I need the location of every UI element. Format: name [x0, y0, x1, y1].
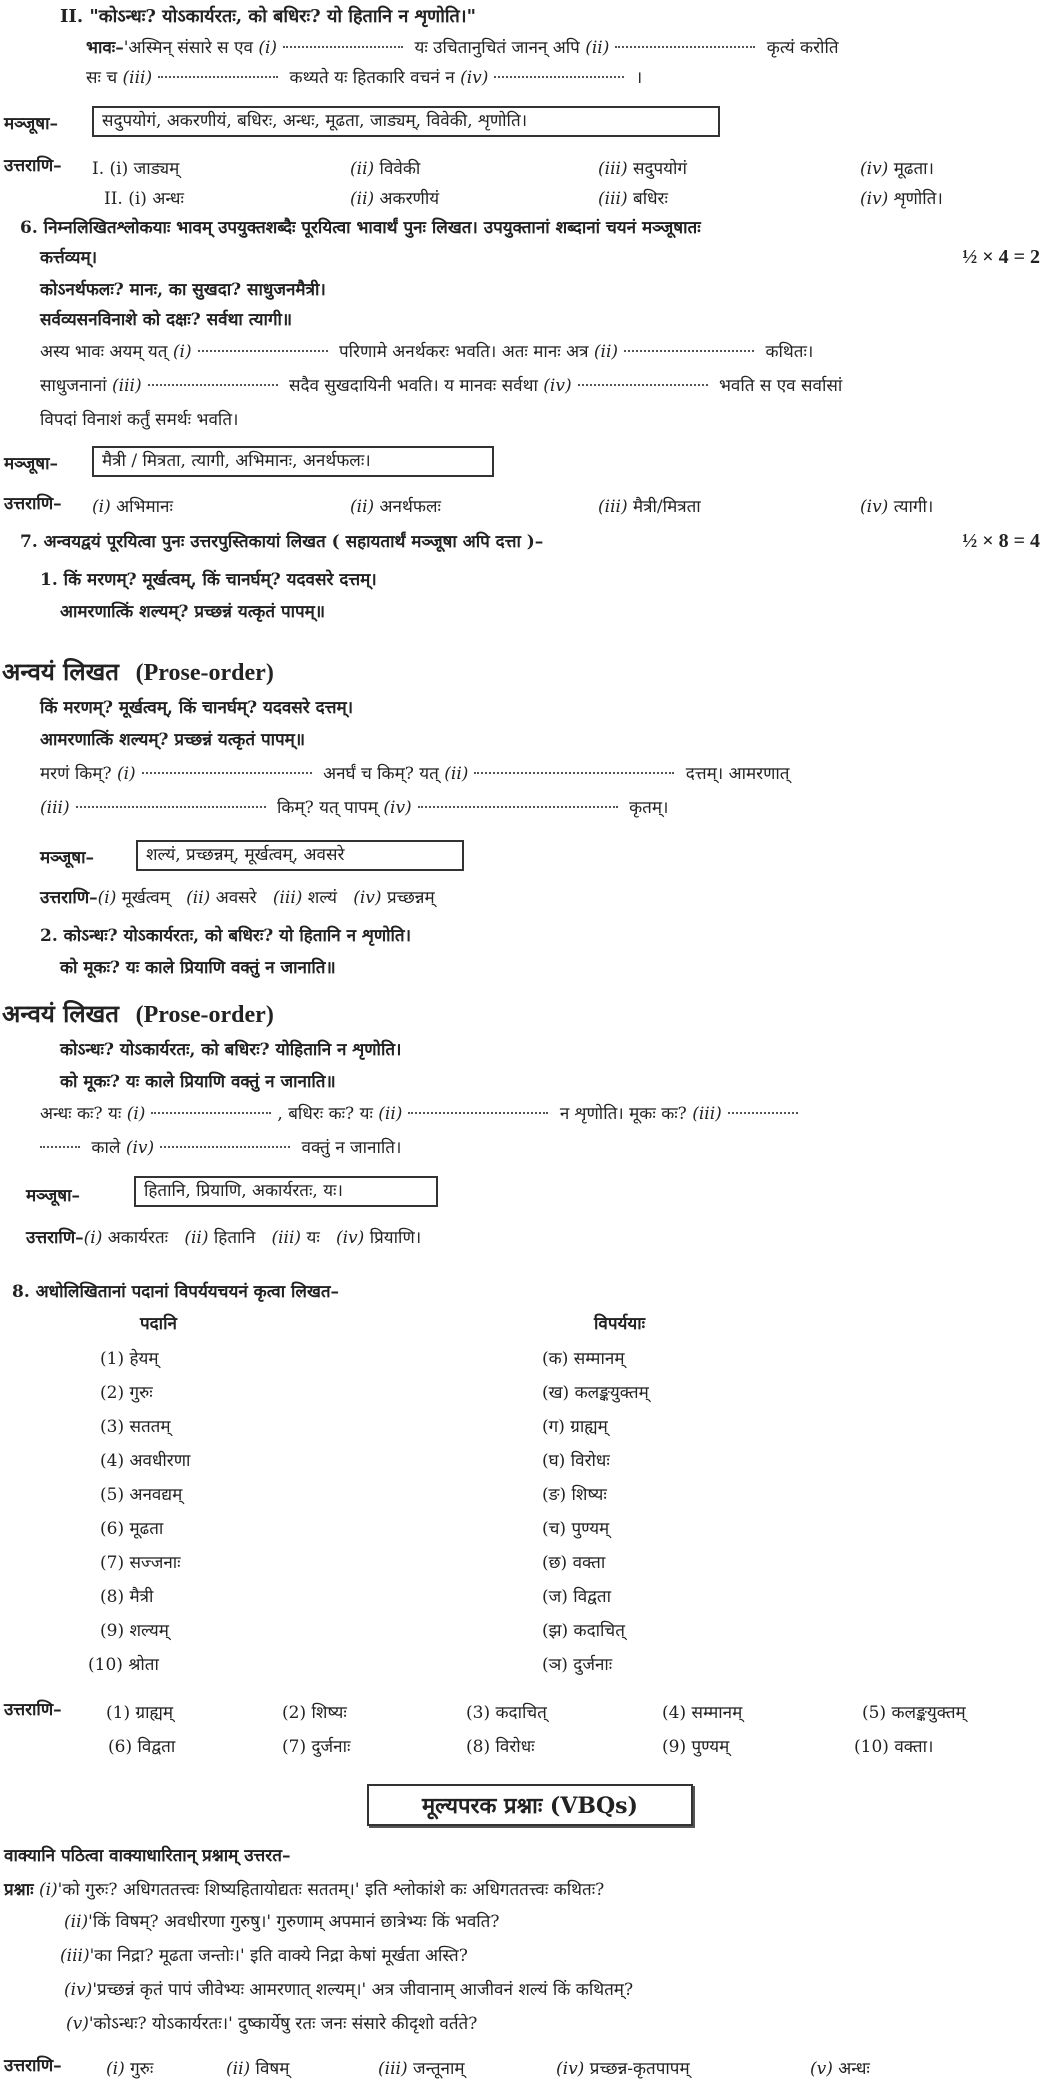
- q7-marks: ½ × 8 = 4: [962, 530, 1040, 552]
- answer-text: विरोधः: [495, 1737, 535, 1757]
- answer-item: [598, 494, 701, 517]
- manjusha-box: शल्यं, प्रच्छन्नम्, मूर्खत्वम्, अवसरे: [136, 840, 464, 871]
- item-num: (क): [542, 1349, 569, 1369]
- text: सः च: [86, 68, 118, 88]
- word-item: [100, 1618, 169, 1641]
- answer-num: (7): [282, 1737, 307, 1757]
- answer-text: प्रियाणि।: [369, 1228, 422, 1248]
- word-item: [100, 1516, 163, 1539]
- item-text: विरोधः: [570, 1451, 610, 1471]
- item-num: (ञ): [542, 1655, 568, 1675]
- answer-num: (iii): [598, 497, 628, 517]
- anvaya1-line2: [40, 798, 668, 818]
- answer-item: [598, 186, 668, 209]
- word-item: [100, 1346, 159, 1369]
- answer-text: कदाचित्: [495, 1703, 547, 1723]
- blank-number: (ii): [585, 38, 610, 58]
- q5-bhava-line2: [86, 68, 642, 88]
- answer-num: (8): [466, 1737, 491, 1757]
- answer-text: अन्धः: [838, 2059, 870, 2079]
- text: भवति स एव सर्वासां: [718, 376, 843, 396]
- q6-bhava-line2: [40, 376, 842, 396]
- fill-blank[interactable]: [151, 1104, 271, 1114]
- opposite-item: [542, 1346, 624, 1369]
- heading-en: (Prose-order): [135, 660, 274, 686]
- text: कृत्यं करोति: [766, 38, 839, 58]
- item-text: विद्वता: [573, 1587, 612, 1607]
- text: कृतम्।: [629, 798, 669, 818]
- anvaya2-verse-line1: कोऽन्धः? योऽकार्यरतः, को बधिरः? योहितानि न शृणोति।: [60, 1040, 402, 1060]
- verse-text: "कोऽन्धः? योऽकार्यरतः, को बधिरः? यो हितानि न शृणोति।": [89, 6, 476, 27]
- word-item: [100, 1414, 171, 1437]
- item-num: (1): [100, 1349, 125, 1369]
- answer-text: अकार्यरतः: [107, 1228, 169, 1248]
- fill-blank[interactable]: [408, 1104, 548, 1114]
- vbq-question: [66, 2014, 477, 2034]
- answer-num: (ii): [184, 1228, 209, 1248]
- fill-blank[interactable]: [578, 376, 708, 386]
- item-num: (ख): [542, 1383, 570, 1403]
- q6-verse-line1: कोऽनर्थफलः? मानः, का सुखदा? साधुजनमैत्री।: [40, 280, 326, 300]
- blank-number: (iv): [543, 376, 572, 396]
- manjusha-label: मञ्जूषा–: [26, 1186, 81, 1206]
- question-num: (i): [38, 1880, 58, 1900]
- fill-blank[interactable]: [148, 376, 278, 386]
- answer-item: [860, 186, 943, 209]
- answer-item: [350, 186, 439, 209]
- item-num: (च): [542, 1519, 567, 1539]
- answer-num: (i): [83, 1228, 103, 1248]
- blank-number: (iii): [692, 1104, 722, 1124]
- answer-num: (2): [282, 1703, 307, 1723]
- answer-num: (9): [662, 1737, 687, 1757]
- answer-text: पुण्यम्: [691, 1737, 730, 1757]
- vbq-question: [64, 1980, 633, 2000]
- item-text: अनवद्यम्: [129, 1485, 183, 1505]
- answer-num: (6): [108, 1737, 133, 1757]
- opposite-item: [542, 1380, 649, 1403]
- fill-blank[interactable]: [283, 38, 403, 48]
- opposite-item: [542, 1414, 608, 1437]
- blank-number: (ii): [444, 764, 469, 784]
- item-num: (ज): [542, 1587, 568, 1607]
- question-num: (iii): [60, 1946, 90, 1966]
- fill-blank[interactable]: [728, 1104, 798, 1114]
- col-header-words: पदानि: [140, 1314, 177, 1334]
- answer-num: (i): [92, 497, 111, 517]
- text: अस्य भावः अयम् यत्: [40, 342, 168, 362]
- vbq-question: [64, 1912, 499, 1932]
- answer-text: विवेकी: [379, 159, 421, 179]
- item-num: (2): [100, 1383, 125, 1403]
- answer-text: अन्धः: [152, 189, 184, 209]
- answers-label: उत्तराणि–: [4, 2056, 62, 2076]
- answer-num: (iv): [860, 497, 889, 517]
- answer-text: वक्ता।: [894, 1737, 934, 1757]
- answer-text: दुर्जनाः: [311, 1737, 351, 1757]
- blank-number: (iii): [122, 68, 153, 88]
- answer-item: [662, 1734, 729, 1757]
- answer-num: (3): [466, 1703, 491, 1723]
- answer-num: (ii): [350, 189, 375, 209]
- heading-dev: अन्वयं लिखत: [2, 999, 119, 1028]
- vbq-question: [4, 1880, 604, 1900]
- part-number: II.: [60, 6, 84, 27]
- anvaya1-line1: [40, 764, 789, 784]
- text: , बधिरः कः? यः: [277, 1104, 373, 1124]
- answer-text: त्यागी।: [893, 497, 934, 517]
- answer-num: (iv): [860, 159, 889, 179]
- text: अन्धः कः? यः: [40, 1104, 122, 1124]
- answer-num: I. (i): [92, 159, 129, 179]
- item-num: (9): [100, 1621, 125, 1641]
- manjusha-box: मैत्री / मित्रता, त्यागी, अभिमानः, अनर्थफलः।: [92, 446, 494, 477]
- q6-verse-line2: सर्वव्यसनविनाशे को दक्षः? सर्वथा त्यागी॥: [40, 310, 293, 330]
- answer-item: [282, 1734, 350, 1757]
- item-text: सततम्: [129, 1417, 171, 1437]
- answer-text: अनर्थफलः: [379, 497, 441, 517]
- answers-row: [26, 1228, 421, 1248]
- answer-num: II. (i): [104, 189, 147, 209]
- answer-item: [662, 1700, 742, 1723]
- item-num: (4): [100, 1451, 125, 1471]
- answer-text: ग्राह्यम्: [135, 1703, 174, 1723]
- word-item: [100, 1550, 181, 1573]
- answer-item: [860, 156, 934, 179]
- answer-text: शिष्यः: [311, 1703, 347, 1723]
- answer-item: [108, 1734, 175, 1757]
- answer-item: [106, 2056, 153, 2079]
- answer-item: [226, 2056, 289, 2079]
- answer-num: (iii): [378, 2059, 408, 2079]
- fill-blank[interactable]: [142, 764, 312, 774]
- question-text: 'को गुरुः? अधिगततत्त्वः शिष्यहितायोद्यतः सततम्।' इति श्लोकांशे कः अधिगततत्त्वः कथितः?: [57, 1880, 605, 1900]
- answer-text: जाड्यम्: [133, 159, 180, 179]
- answer-text: विषम्: [255, 2059, 290, 2079]
- opposite-item: [542, 1618, 625, 1641]
- blank-number: (i): [258, 38, 278, 58]
- blank-number: (ii): [378, 1104, 403, 1124]
- blank-number: (iii): [112, 376, 142, 396]
- answer-num: (iii): [272, 888, 303, 908]
- item-num: (7): [100, 1553, 125, 1573]
- item-num: (ङ): [542, 1485, 567, 1505]
- text: यः उचितानुचितं जानन् अपि: [414, 38, 580, 58]
- answer-item: [378, 2056, 465, 2079]
- blank-number: (i): [172, 342, 192, 362]
- item-text: कदाचित्: [573, 1621, 625, 1641]
- vbq-instruction: वाक्यानि पठित्वा वाक्याधारितान् प्रश्नाम् उत्तरत–: [4, 1846, 291, 1866]
- q7-heading: 7. अन्वयद्वयं पूरयित्वा पुनः उत्तरपुस्तिकायां लिखत ( सहायतार्थं मञ्जूषा अपि दत्ता )–: [20, 532, 544, 552]
- text: साधुजनानां: [40, 376, 107, 396]
- answer-text: मूढता।: [893, 159, 934, 179]
- item-text: कलङ्कयुक्तम्: [574, 1383, 649, 1403]
- item-text: शिष्यः: [571, 1485, 607, 1505]
- fill-blank[interactable]: [198, 342, 328, 352]
- answer-item: [466, 1734, 535, 1757]
- heading-en: (Prose-order): [135, 1002, 274, 1028]
- answer-text: शल्यं: [307, 888, 337, 908]
- verse2-line1: 2. कोऽन्धः? योऽकार्यरतः, को बधिरः? यो हितानि न शृणोति।: [40, 926, 412, 946]
- vbq-title-box: [367, 1784, 693, 1826]
- manjusha-box: सदुपयोगं, अकरणीयं, बधिरः, अन्धः, मूढता, जाड्यम्, विवेकी, शृणोति।: [92, 106, 720, 137]
- answer-item: [350, 156, 420, 179]
- answer-num: (iv): [556, 2059, 585, 2079]
- fill-blank[interactable]: [615, 38, 755, 48]
- question-text: 'कोऽन्धः? योऽकार्यरतः।' दुष्कार्येषु रतः जनः संसारे कीदृशो वर्तते?: [88, 2014, 478, 2034]
- blank-number: (iv): [125, 1138, 155, 1158]
- answers-label: उत्तराणि–: [26, 1228, 84, 1248]
- anvaya2-verse-line2: को मूकः? यः काले प्रियाणि वक्तुं न जानाति॥: [60, 1072, 336, 1092]
- item-text: दुर्जनाः: [573, 1655, 613, 1675]
- text: ।: [635, 68, 643, 88]
- q8-heading: 8. अधोलिखितानां पदानां विपर्ययचयनं कृत्वा लिखत–: [12, 1282, 340, 1302]
- blank-number: (ii): [593, 342, 619, 362]
- answer-item: [862, 1700, 966, 1723]
- answer-text: शृणोति।: [893, 189, 943, 209]
- item-text: हेयम्: [129, 1349, 159, 1369]
- blank-number: (iii): [40, 798, 70, 818]
- answer-text: प्रच्छन्न-कृतपापम्: [589, 2059, 690, 2079]
- answer-item: [598, 156, 687, 179]
- manjusha-label: मञ्जूषा–: [40, 848, 95, 868]
- text: किम्? यत् पापम्: [276, 798, 378, 818]
- answer-text: कलङ्कयुक्तम्: [891, 1703, 966, 1723]
- fill-blank[interactable]: [494, 68, 624, 78]
- answer-text: हितानि: [213, 1228, 256, 1248]
- answer-num: (ii): [350, 497, 375, 517]
- text: 'अस्मिन् संसारे स एव: [123, 38, 253, 58]
- fill-blank[interactable]: [160, 1138, 290, 1148]
- blank-number: (iv): [383, 798, 412, 818]
- answer-num: (iii): [598, 189, 628, 209]
- text: वक्तुं न जानाति।: [301, 1138, 402, 1158]
- text: सदैव सुखदायिनी भवति। य मानवः सर्वथा: [289, 376, 538, 396]
- q6-marks: ½ × 4 = 2: [962, 246, 1040, 268]
- answer-text: सदुपयोगं: [632, 159, 687, 179]
- anvaya-heading: [2, 1000, 274, 1030]
- opposite-item: [542, 1516, 609, 1539]
- item-num: (8): [100, 1587, 125, 1607]
- verse1-line1: 1. किं मरणम्? मूर्खत्वम्, किं चानर्घम्? यदवसरे दत्तम्।: [40, 570, 377, 590]
- word-item: [100, 1482, 182, 1505]
- text: परिणामे अनर्थकरः भवति। अतः मानः अत्र: [339, 342, 589, 362]
- opposite-item: [542, 1448, 610, 1471]
- answers-label: उत्तराणि–: [4, 156, 62, 176]
- vbq-question: [60, 1946, 468, 1966]
- text: मरणं किम्?: [40, 764, 112, 784]
- word-item: [100, 1380, 153, 1403]
- item-num: (छ): [542, 1553, 568, 1573]
- answer-num: (v): [810, 2059, 833, 2079]
- answer-text: अकरणीयं: [379, 189, 440, 209]
- text: न शृणोति। मूकः कः?: [559, 1104, 687, 1124]
- text: अनर्घं च किम्? यत्: [323, 764, 439, 784]
- answer-text: प्रच्छन्नम्: [386, 888, 435, 908]
- answer-text: जन्तूनाम्: [412, 2059, 465, 2079]
- fill-blank[interactable]: [76, 798, 266, 808]
- blank-number: (i): [126, 1104, 146, 1124]
- verse2-line2: को मूकः? यः काले प्रियाणि वक्तुं न जानाति॥: [60, 958, 336, 978]
- answer-item: [854, 1734, 933, 1757]
- answer-num: (iii): [598, 159, 628, 179]
- item-text: ग्राह्यम्: [570, 1417, 608, 1437]
- answer-num: (i): [97, 888, 117, 908]
- answer-text: मैत्री/मित्रता: [632, 497, 701, 517]
- answer-num: (5): [862, 1703, 887, 1723]
- item-text: मूढता: [129, 1519, 164, 1539]
- manjusha-label: मञ्जूषा–: [4, 114, 59, 134]
- answers-label: उत्तराणि–: [4, 494, 62, 514]
- text: काले: [91, 1138, 121, 1158]
- fill-blank[interactable]: [158, 68, 278, 78]
- fill-blank[interactable]: [418, 798, 618, 808]
- answer-num: (4): [662, 1703, 687, 1723]
- q6-heading: 6. निम्नलिखितश्लोकयाः भावम् उपयुक्तशब्दैः पूरयित्वा भावार्थं पुनः लिखत। उपयुक्तानां शब्दानां चयनं मञ्जूषातः: [20, 218, 701, 238]
- answer-text: सम्मानम्: [691, 1703, 743, 1723]
- item-text: शल्यम्: [129, 1621, 169, 1641]
- q6-bhava-line3: विपदां विनाशं कर्तुं समर्थः भवति।: [40, 410, 239, 430]
- blank-number: (i): [116, 764, 136, 784]
- answer-num: (ii): [226, 2059, 251, 2079]
- item-text: गुरुः: [129, 1383, 153, 1403]
- answer-item: [106, 1700, 173, 1723]
- answers-row: [40, 888, 435, 908]
- answer-item: [556, 2056, 690, 2079]
- opposite-item: [542, 1482, 607, 1505]
- opposite-item: [542, 1652, 612, 1675]
- item-num: (घ): [542, 1451, 566, 1471]
- bhava-label: भावः–: [86, 38, 124, 58]
- answers-label: उत्तराणि–: [4, 1700, 62, 1720]
- answer-item: [92, 156, 179, 179]
- item-num: (10): [88, 1655, 123, 1675]
- fill-blank[interactable]: [40, 1138, 80, 1148]
- answer-num: (i): [106, 2059, 125, 2079]
- question-text: 'का निद्रा? मूढता जन्तोः।' इति वाक्ये निद्रा केषां मूर्खता अस्ति?: [89, 1946, 468, 1966]
- q6-bhava-line1: [40, 342, 813, 362]
- item-num: (ग): [542, 1417, 565, 1437]
- answers-label: उत्तराणि–: [40, 888, 98, 908]
- anvaya-heading: [2, 658, 274, 688]
- blank-number: (iv): [460, 68, 489, 88]
- answer-text: विद्वता: [137, 1737, 176, 1757]
- answer-num: (iv): [860, 189, 889, 209]
- question-num: (ii): [64, 1912, 89, 1932]
- q5-part2-verse: [60, 6, 476, 28]
- item-text: मैत्री: [129, 1587, 154, 1607]
- answer-num: (iv): [353, 888, 382, 908]
- word-item: [100, 1448, 190, 1471]
- anvaya2-line2: [40, 1138, 401, 1158]
- answer-text: बधिरः: [632, 189, 668, 209]
- anvaya2-line1: [40, 1104, 804, 1124]
- answer-text: यः: [306, 1228, 320, 1248]
- col-header-opposites: विपर्ययाः: [594, 1314, 646, 1334]
- answer-item: [350, 494, 441, 517]
- item-num: (झ): [542, 1621, 569, 1641]
- item-text: श्रोता: [128, 1655, 159, 1675]
- answer-item: [810, 2056, 870, 2079]
- word-item: [88, 1652, 159, 1675]
- q6-heading-cont: कर्त्तव्यम्।: [40, 248, 98, 268]
- answer-num: (iv): [335, 1228, 365, 1248]
- text: कथ्यते यः हितकारि वचनं न: [289, 68, 455, 88]
- item-num: (6): [100, 1519, 125, 1539]
- answer-text: मूर्खत्वम्: [121, 888, 170, 908]
- question-num: (v): [66, 2014, 89, 2034]
- item-text: अवधीरणा: [129, 1451, 191, 1471]
- text: कथितः।: [765, 342, 814, 362]
- opposite-item: [542, 1550, 605, 1573]
- q5-bhava-line1: [86, 38, 839, 58]
- answer-num: (ii): [186, 888, 211, 908]
- answer-num: (iii): [271, 1228, 302, 1248]
- answer-item: [466, 1700, 547, 1723]
- questions-label: प्रश्नाः: [4, 1880, 34, 1900]
- item-text: पुण्यम्: [571, 1519, 610, 1539]
- answer-text: अभिमानः: [116, 497, 173, 517]
- answer-item: [282, 1700, 347, 1723]
- question-text: 'किं विषम्? अवधीरणा गुरुषु।' गुरुणाम् अपमानं छात्रेभ्यः किं भवति?: [88, 1912, 500, 1932]
- answer-num: (10): [854, 1737, 889, 1757]
- heading-dev: अन्वयं लिखत: [2, 657, 119, 686]
- answer-item: [860, 494, 933, 517]
- answer-text: गुरुः: [130, 2059, 154, 2079]
- item-text: सम्मानम्: [573, 1349, 625, 1369]
- vbq-title: मूल्यपरक प्रश्नाः (VBQs): [422, 1793, 638, 1819]
- opposite-item: [542, 1584, 611, 1607]
- question-text: 'प्रच्छन्नं कृतं पापं जीवेभ्यः आमरणात् शल्यम्।' अत्र जीवानाम् आजीवनं शल्यं किं कथितम्?: [92, 1980, 634, 2000]
- item-num: (3): [100, 1417, 125, 1437]
- item-num: (5): [100, 1485, 125, 1505]
- anvaya1-verse-line1: किं मरणम्? मूर्खत्वम्, किं चानर्घम्? यदवसरे दत्तम्।: [40, 698, 354, 718]
- answer-text: अवसरे: [215, 888, 257, 908]
- anvaya1-verse-line2: आमरणात्किं शल्यम्? प्रच्छन्नं यत्कृतं पापम्॥: [40, 730, 306, 750]
- manjusha-box: हितानि, प्रियाणि, अकार्यरतः, यः।: [134, 1176, 438, 1207]
- answer-num: (1): [106, 1703, 131, 1723]
- question-num: (iv): [64, 1980, 93, 2000]
- answer-item: [92, 494, 173, 517]
- fill-blank[interactable]: [474, 764, 674, 774]
- answer-item: [104, 186, 184, 209]
- item-text: वक्ता: [572, 1553, 606, 1573]
- answer-num: (ii): [350, 159, 375, 179]
- verse1-line2: आमरणात्किं शल्यम्? प्रच्छन्नं यत्कृतं पापम्॥: [60, 602, 326, 622]
- text: दत्तम्। आमरणात्: [685, 764, 790, 784]
- fill-blank[interactable]: [624, 342, 754, 352]
- word-item: [100, 1584, 153, 1607]
- item-text: सज्जनाः: [129, 1553, 181, 1573]
- manjusha-label: मञ्जूषा–: [4, 454, 59, 474]
